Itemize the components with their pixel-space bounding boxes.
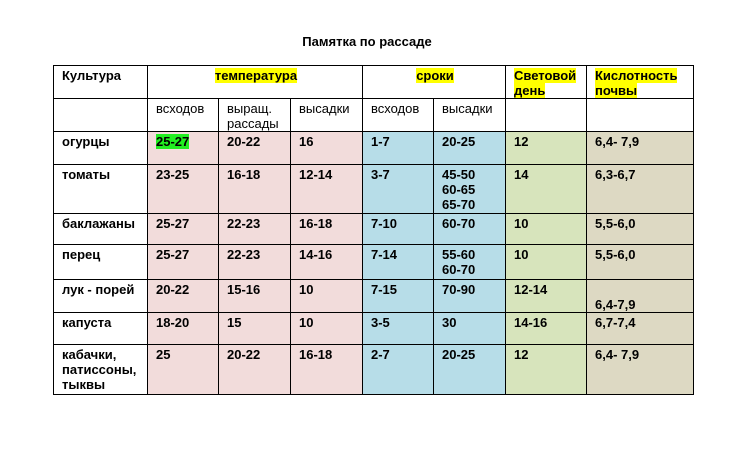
term-planting: 55-60 60-70 (434, 245, 506, 280)
subheader-row (54, 99, 694, 132)
temp-sprouts: 25 (148, 345, 219, 395)
subheader-empty (506, 99, 587, 132)
crop-name: огурцы (54, 132, 148, 165)
table-row (54, 214, 694, 245)
header-terms: сроки (363, 66, 506, 99)
table-row (54, 245, 694, 280)
subheader-s-sprouts: всходов (363, 99, 434, 132)
temp-planting: 16-18 (291, 345, 363, 395)
crop-name: баклажаны (54, 214, 148, 245)
term-sprouts: 3-5 (363, 313, 434, 345)
temp-sprouts: 18-20 (148, 313, 219, 345)
temp-sprouts: 25-27 (148, 214, 219, 245)
temp-planting: 10 (291, 313, 363, 345)
term-sprouts: 7-15 (363, 280, 434, 313)
light-day: 14 (506, 165, 587, 214)
crop-name: капуста (54, 313, 148, 345)
header-temperature: температура (148, 66, 363, 99)
term-planting: 30 (434, 313, 506, 345)
light-day: 12-14 (506, 280, 587, 313)
acidity: 5,5-6,0 (587, 214, 694, 245)
seedling-table (53, 65, 694, 395)
header-row (54, 66, 694, 99)
light-day: 10 (506, 214, 587, 245)
light-day: 12 (506, 345, 587, 395)
term-planting: 45-50 60-65 65-70 (434, 165, 506, 214)
subheader-t-sprouts: всходов (148, 99, 219, 132)
acidity: 6,7-7,4 (587, 313, 694, 345)
subheader-s-planting: высадки (434, 99, 506, 132)
header-culture: Культура (54, 66, 148, 99)
term-sprouts: 7-14 (363, 245, 434, 280)
term-planting: 20-25 (434, 345, 506, 395)
light-day: 14-16 (506, 313, 587, 345)
subheader-t-planting: высадки (291, 99, 363, 132)
temp-sprouts: 25-27 (148, 132, 219, 165)
term-planting: 20-25 (434, 132, 506, 165)
crop-name: лук - порей (54, 280, 148, 313)
table-row (54, 280, 694, 313)
subheader-empty (54, 99, 148, 132)
crop-name: перец (54, 245, 148, 280)
crop-name: кабачки, патиссоны, тыквы (54, 345, 148, 395)
table-row (54, 165, 694, 214)
temp-planting: 16-18 (291, 214, 363, 245)
temp-grow: 20-22 (219, 132, 291, 165)
header-light-day: Световой день (506, 66, 587, 99)
temp-planting: 12-14 (291, 165, 363, 214)
crop-name: томаты (54, 165, 148, 214)
temp-grow: 20-22 (219, 345, 291, 395)
light-day: 10 (506, 245, 587, 280)
temp-grow: 15-16 (219, 280, 291, 313)
table-row (54, 345, 694, 395)
temp-grow: 22-23 (219, 214, 291, 245)
acidity: 6,4-7,9 (587, 280, 694, 313)
temp-planting: 16 (291, 132, 363, 165)
term-sprouts: 1-7 (363, 132, 434, 165)
term-sprouts: 7-10 (363, 214, 434, 245)
page-title: Памятка по рассаде (302, 34, 432, 49)
table-row (54, 132, 694, 165)
term-sprouts: 3-7 (363, 165, 434, 214)
header-acidity: Кислотность почвы (587, 66, 694, 99)
table-row (54, 313, 694, 345)
light-day: 12 (506, 132, 587, 165)
temp-sprouts: 20-22 (148, 280, 219, 313)
temp-grow: 22-23 (219, 245, 291, 280)
acidity: 6,4- 7,9 (587, 132, 694, 165)
term-sprouts: 2-7 (363, 345, 434, 395)
acidity: 5,5-6,0 (587, 245, 694, 280)
subheader-empty (587, 99, 694, 132)
acidity: 6,3-6,7 (587, 165, 694, 214)
temp-grow: 16-18 (219, 165, 291, 214)
term-planting: 70-90 (434, 280, 506, 313)
term-planting: 60-70 (434, 214, 506, 245)
temp-planting: 14-16 (291, 245, 363, 280)
subheader-t-grow: выращ. рассады (219, 99, 291, 132)
temp-sprouts: 25-27 (148, 245, 219, 280)
acidity: 6,4- 7,9 (587, 345, 694, 395)
temp-grow: 15 (219, 313, 291, 345)
temp-sprouts: 23-25 (148, 165, 219, 214)
temp-planting: 10 (291, 280, 363, 313)
